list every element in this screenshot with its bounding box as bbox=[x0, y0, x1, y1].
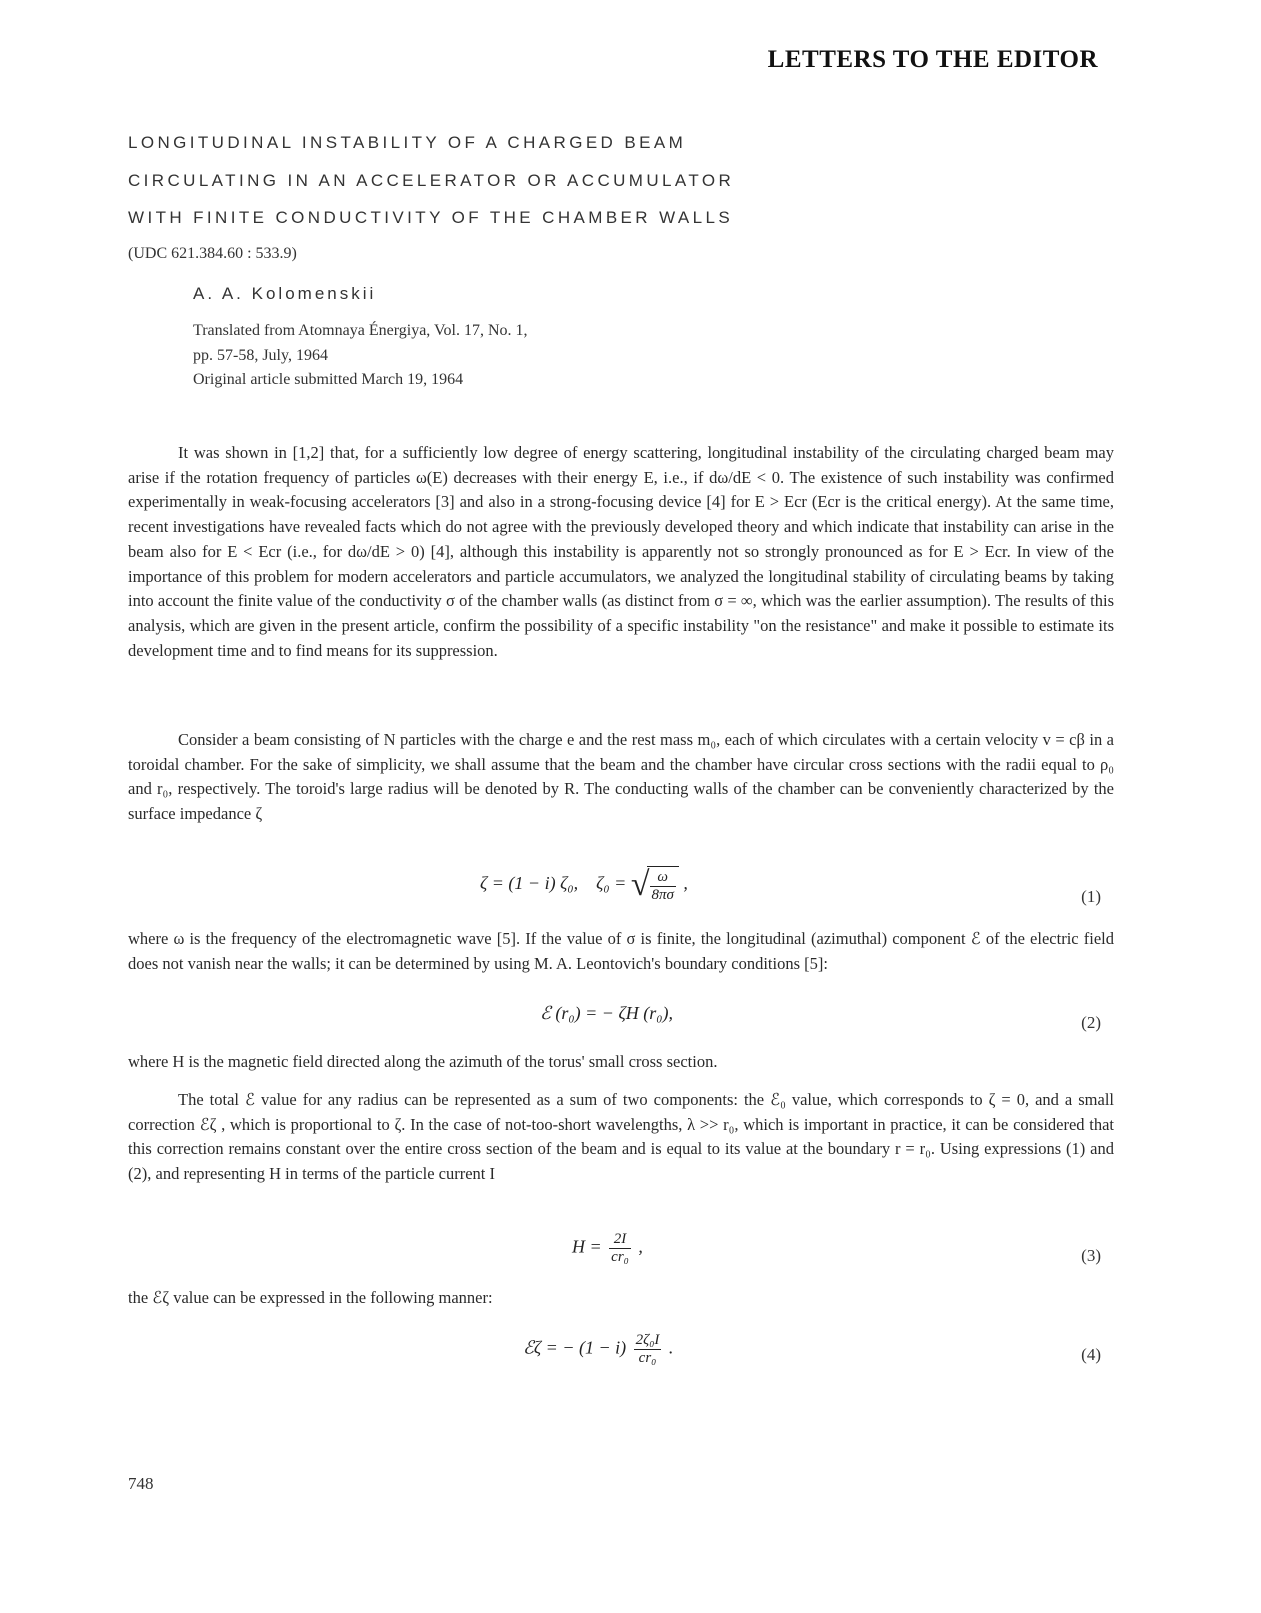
equation-2-number: (2) bbox=[1081, 1013, 1101, 1032]
equation-4-lhs: ℰζ = − (1 − i) bbox=[523, 1337, 627, 1358]
paragraph-3 bbox=[128, 927, 1114, 976]
equation-4-denominator: cr₀ bbox=[638, 1350, 657, 1366]
paragraph-5 bbox=[128, 1088, 1114, 1187]
paragraph-4-text: where H is the magnetic field directed along the azimuth of the torus' small cross section. bbox=[128, 1052, 718, 1071]
paragraph-5-text: The total ℰ value for any radius can be represented as a sum of two components: the ℰ₀ value, which corresponds to ζ = 0, and a small correction ℰζ , which is proportional to ζ. In the case of not-too-short wavelengths, λ >> r₀, which is important in practice, it can be considered that this correction remains constant over the entire cross section of the beam and is equal to its value at the boundary r = r₀. Using expressions (1) and (2), and representing H in terms of the particle current I bbox=[128, 1090, 1114, 1184]
paragraph-4 bbox=[128, 1050, 1114, 1075]
journal-section-header: LETTERS TO THE EDITOR bbox=[767, 46, 1098, 73]
equation-1-number: (1) bbox=[1081, 887, 1101, 906]
equation-1-tail: , bbox=[683, 873, 688, 894]
pages-date: pp. 57-58, July, 1964 bbox=[193, 347, 328, 364]
udc-code: (UDC 621.384.60 : 533.9) bbox=[128, 245, 297, 262]
equation-3-lhs: H = bbox=[572, 1236, 602, 1257]
equation-4-numerator: 2ζ₀I bbox=[635, 1332, 660, 1348]
equation-1-mid: ζ₀ = bbox=[596, 873, 627, 894]
equation-3-denominator: cr₀ bbox=[611, 1249, 629, 1265]
paragraph-1-text: It was shown in [1,2] that, for a sufficiently low degree of energy scattering, longitudinal instability of the circulating charged beam may arise if the rotation frequency of particles ω(E) decreases with their energy E, i.e., if dω/dE < 0. The existence of such instability was confirmed experimentally in weak-focusing accelerators [3] and also in a strong-focusing device [4] for E > Ecr (Ecr is the critical energy). At the same time, recent investigations have revealed facts which do not agree with the previously developed theory and which indicate that instability can arise in the beam also for E < Ecr (i.e., for dω/dE > 0) [4], although this instability is apparently not so strongly pronounced as for E > Ecr. In view of the importance of this problem for modern accelerators and particle accumulators, we analyzed the longitudinal stability of circulating beams by taking into account the finite value of the conductivity σ of the chamber walls (as distinct from σ = ∞, which was the earlier assumption). The results of this analysis, which are given in the present article, confirm the possibility of a specific instability "on the resistance" and make it possible to estimate its development time and to find means for its suppression. bbox=[128, 443, 1114, 660]
equation-3-tail: , bbox=[638, 1236, 643, 1257]
author-name: A. A. Kolomenskii bbox=[193, 284, 377, 303]
equation-1-denominator: 8πσ bbox=[651, 887, 674, 903]
equation-3-number: (3) bbox=[1081, 1246, 1101, 1265]
paragraph-2 bbox=[128, 728, 1114, 827]
paragraph-6 bbox=[128, 1286, 1114, 1311]
equation-1 bbox=[480, 866, 688, 904]
submission-date: Original article submitted March 19, 1964 bbox=[193, 371, 464, 388]
article-title-line-2: CIRCULATING IN AN ACCELERATOR OR ACCUMULATOR bbox=[128, 171, 735, 190]
paragraph-1 bbox=[128, 441, 1114, 663]
paragraph-3-text: where ω is the frequency of the electromagnetic wave [5]. If the value of σ is finite, the longitudinal (azimuthal) component ℰ of the electric field does not vanish near the walls; it can be determined by using M. A. Leontovich's boundary conditions [5]: bbox=[128, 929, 1114, 973]
equation-4-number: (4) bbox=[1081, 1345, 1101, 1364]
equation-1-numerator: ω bbox=[650, 869, 676, 887]
equation-3-numerator: 2I bbox=[609, 1231, 631, 1249]
equation-2: ℰ (r₀) = − ζH (r₀), bbox=[540, 1003, 673, 1023]
translation-source: Translated from Atomnaya Énergiya, Vol. 17, No. 1, bbox=[193, 322, 528, 339]
sqrt-symbol: √ $\frac{\omega}{8\pi\sigma}$ bbox=[631, 866, 679, 904]
page-number: 748 bbox=[128, 1474, 154, 1493]
equation-4 bbox=[523, 1332, 673, 1367]
equation-4-tail: . bbox=[668, 1337, 674, 1358]
paragraph-6-text: the ℰζ value can be expressed in the following manner: bbox=[128, 1288, 493, 1307]
paragraph-2-text: Consider a beam consisting of N particles with the charge e and the rest mass m₀, each of which circulates with a certain velocity v = cβ in a toroidal chamber. For the sake of simplicity, we shall assume that the beam and the chamber have circular cross sections with the radii equal to ρ₀ and r₀, respectively. The toroid's large radius will be denoted by R. The conducting walls of the chamber can be conveniently characterized by the surface impedance ζ bbox=[128, 730, 1114, 824]
equation-1-left: ζ = (1 − i) ζ₀, bbox=[480, 873, 579, 894]
equation-3 bbox=[572, 1231, 643, 1266]
article-title-line-3: WITH FINITE CONDUCTIVITY OF THE CHAMBER WALLS bbox=[128, 208, 734, 227]
article-title-line-1: LONGITUDINAL INSTABILITY OF A CHARGED BEAM bbox=[128, 133, 687, 152]
